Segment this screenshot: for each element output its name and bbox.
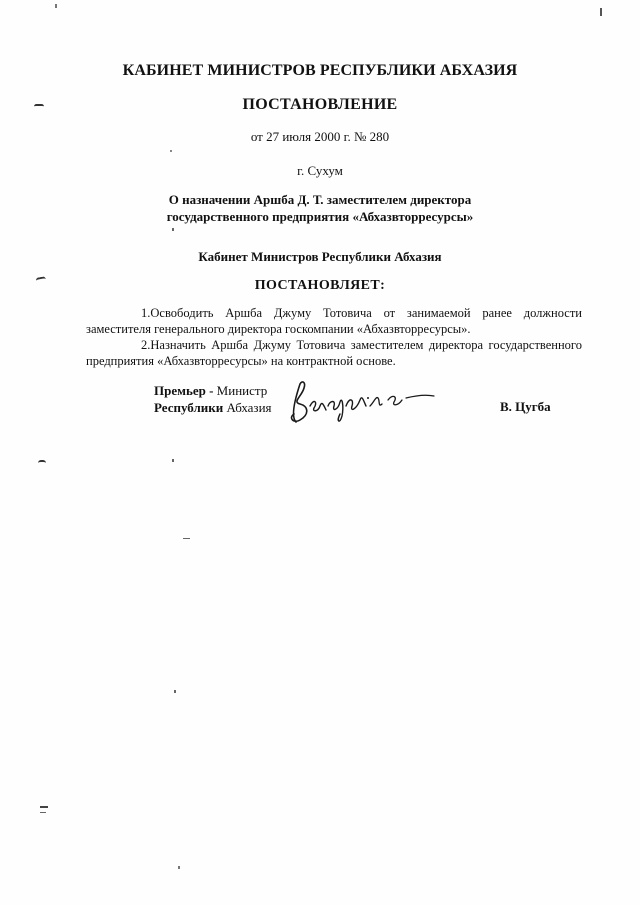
document-city: г. Сухум xyxy=(297,163,343,178)
preamble-cabinet: Кабинет Министров Республики Абхазия xyxy=(198,249,442,264)
signatory-title-line2-rest: Абхазия xyxy=(226,400,272,415)
signatory-title-line-2 xyxy=(154,399,272,416)
scan-mark xyxy=(40,806,48,811)
signatory-name: В. Цугба xyxy=(500,399,551,414)
scan-mark xyxy=(172,228,174,231)
signatory-title-line-1 xyxy=(154,382,272,399)
scan-mark xyxy=(34,104,44,109)
signatory-title xyxy=(154,382,272,416)
document-organization: КАБИНЕТ МИНИСТРОВ РЕСПУБЛИКИ АБХАЗИЯ xyxy=(122,62,518,79)
decree-item-1: 1.Освободить Аршба Джуму Тотовича от занимаемой ранее должности заместителя генерального директора госкомпании «Абхазвторресурсы». xyxy=(86,306,582,336)
scan-mark xyxy=(183,538,190,539)
decree-body xyxy=(86,305,582,369)
scan-mark xyxy=(40,812,46,815)
subject-line-1: О назначении Аршба Д. Т. заместителем директора xyxy=(168,192,472,207)
scan-mark xyxy=(55,4,57,8)
signatory-title-bold: Премьер - xyxy=(154,383,217,398)
scan-mark xyxy=(172,459,174,462)
subject-line-2: государственного предприятия «Абхазвторресурсы» xyxy=(166,209,474,224)
signatory-title-rest: Министр xyxy=(216,383,268,398)
scan-mark xyxy=(178,866,180,869)
handwritten-signature xyxy=(282,376,438,428)
scan-mark xyxy=(38,460,46,466)
signatory-title-line2-bold: Республики xyxy=(154,400,227,415)
preamble-decree: ПОСТАНОВЛЯЕТ: xyxy=(254,278,386,293)
document-date-number: от 27 июля 2000 г. № 280 xyxy=(250,129,390,144)
scan-mark xyxy=(170,150,172,152)
decree-item-2: 2.Назначить Аршба Джуму Тотовича заместителем директора государственного предприятия «Абхазвторресурсы» на контрактной основе. xyxy=(86,338,582,368)
document-type: ПОСТАНОВЛЕНИЕ xyxy=(242,96,398,113)
scan-mark xyxy=(600,8,602,16)
document-subject xyxy=(0,191,640,225)
scan-mark xyxy=(174,690,176,693)
